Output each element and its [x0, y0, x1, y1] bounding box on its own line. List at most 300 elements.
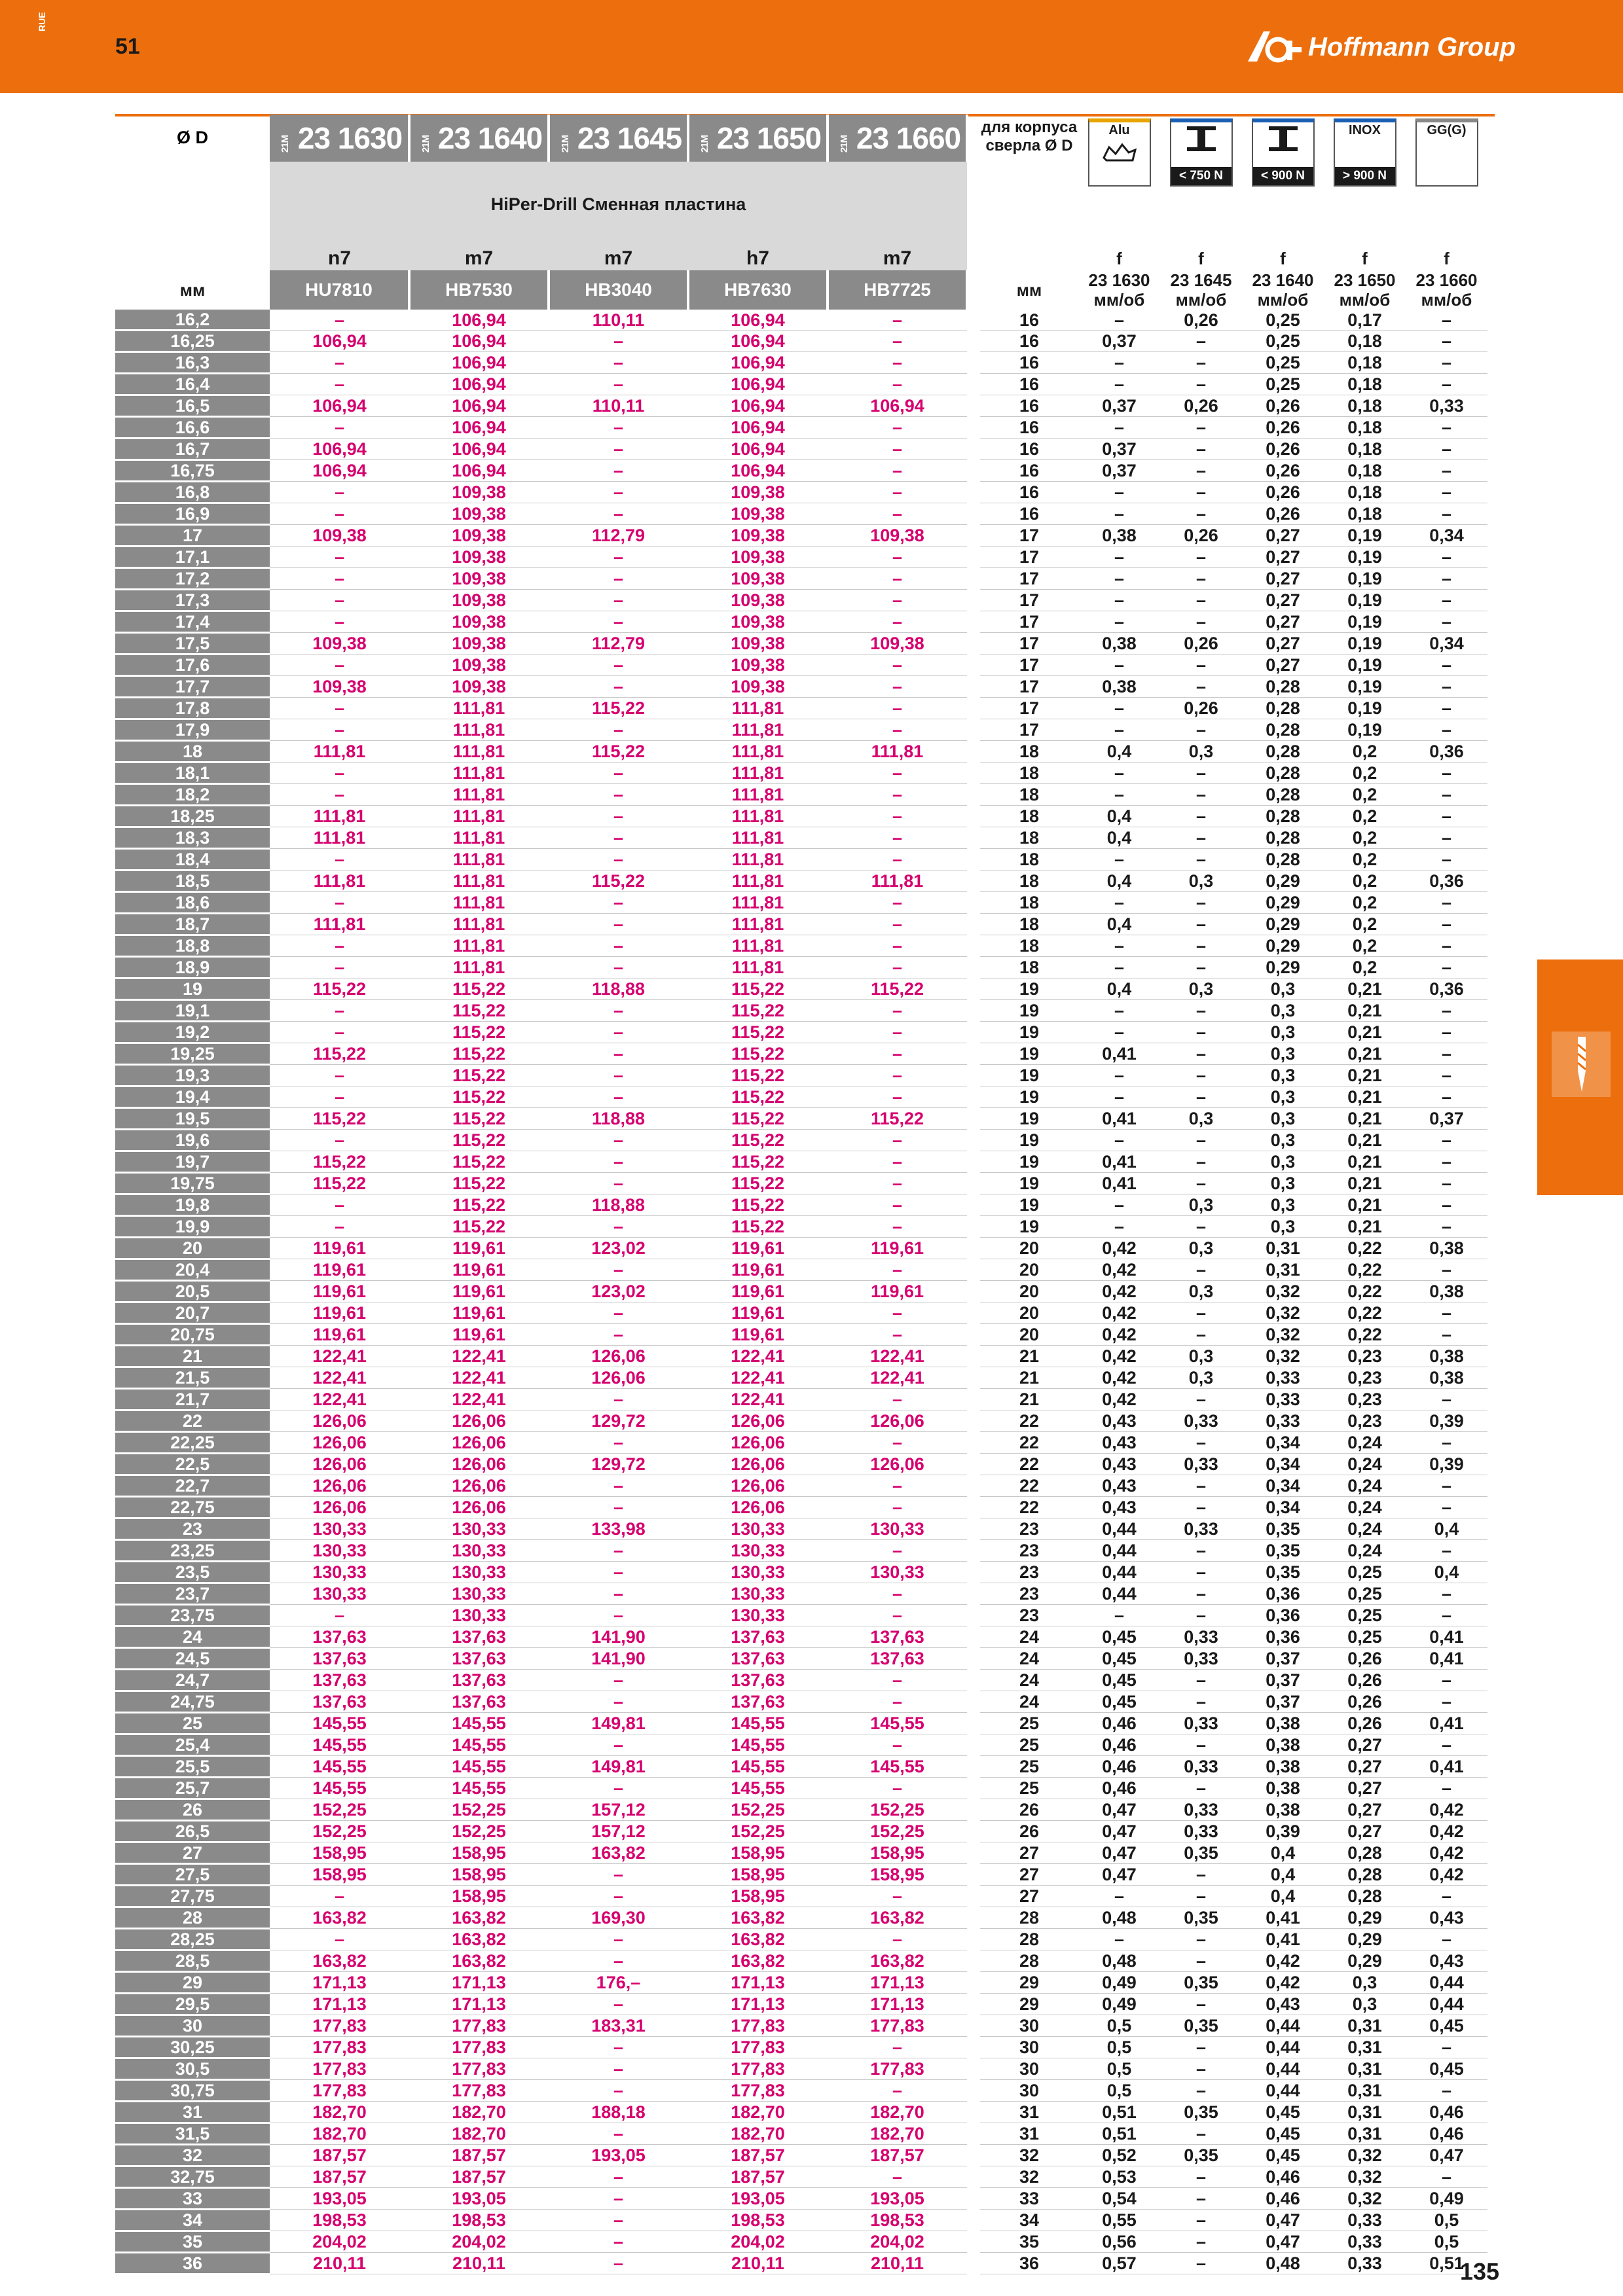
- price-cell: 111,81: [409, 957, 549, 978]
- feed-cell: 0,45: [1078, 1691, 1160, 1713]
- corps-diameter-cell: 23: [980, 1540, 1078, 1562]
- feed-cell: 0,3: [1160, 1238, 1242, 1259]
- price-cell: 115,22: [409, 1043, 549, 1065]
- feed-cell: –: [1160, 1475, 1242, 1497]
- price-cell: –: [549, 1994, 688, 2015]
- price-cell: 137,63: [270, 1648, 409, 1670]
- feed-cell: 0,41: [1406, 1756, 1487, 1778]
- feed-cell: 0,41: [1406, 1626, 1487, 1648]
- feed-cell: 0,46: [1078, 1756, 1160, 1778]
- feed-cell: 0,51: [1078, 2123, 1160, 2145]
- feed-cell: 0,3: [1242, 1216, 1324, 1238]
- diameter-cell: 25: [115, 1713, 270, 1734]
- feed-cell: 0,41: [1242, 1929, 1324, 1950]
- price-cell: 109,38: [688, 611, 828, 633]
- feed-cell: –: [1406, 1151, 1487, 1173]
- price-cell: 152,25: [828, 1821, 967, 1842]
- feed-cell: 0,33: [1242, 1410, 1324, 1432]
- price-cell: –: [828, 1173, 967, 1194]
- feed-cell: 0,21: [1324, 1173, 1406, 1194]
- feed-cell: 0,21: [1324, 1130, 1406, 1151]
- feed-cell: 0,5: [1078, 2058, 1160, 2080]
- corps-diameter-cell: 25: [980, 1756, 1078, 1778]
- diameter-cell: 27: [115, 1842, 270, 1864]
- price-cell: 158,95: [409, 1886, 549, 1907]
- diameter-cell: 16,4: [115, 374, 270, 395]
- price-cell: 122,41: [409, 1367, 549, 1389]
- price-cell: 109,38: [688, 633, 828, 655]
- price-cell: 137,63: [270, 1626, 409, 1648]
- feed-cell: 0,33: [1242, 1367, 1324, 1389]
- feed-cell: –: [1078, 352, 1160, 374]
- feed-cell: 0,26: [1160, 525, 1242, 547]
- logo-text: Hoffmann Group: [1308, 33, 1516, 62]
- price-cell: 183,31: [549, 2015, 688, 2037]
- diameter-cell: 23,5: [115, 1562, 270, 1583]
- feed-cell: 0,25: [1324, 1583, 1406, 1605]
- price-cell: 119,61: [688, 1281, 828, 1302]
- corps-diameter-cell: 25: [980, 1734, 1078, 1756]
- feed-cell: 0,47: [1078, 1821, 1160, 1842]
- diameter-cell: 25,7: [115, 1778, 270, 1799]
- price-cell: 119,61: [688, 1324, 828, 1346]
- feed-cell: –: [1078, 590, 1160, 611]
- price-cell: 109,38: [828, 633, 967, 655]
- feed-cell: 0,2: [1324, 784, 1406, 806]
- corps-diameter-cell: 21: [980, 1346, 1078, 1367]
- feed-cell: –: [1406, 352, 1487, 374]
- price-cell: 115,22: [688, 1022, 828, 1043]
- table-row: [115, 1518, 1487, 1540]
- table-row: [115, 568, 1487, 590]
- diameter-cell: 19,1: [115, 1000, 270, 1022]
- table-row: [115, 1907, 1487, 1929]
- table-row: [115, 1454, 1487, 1475]
- table-row: [115, 1000, 1487, 1022]
- feed-model: 23 1645 мм/об: [1170, 270, 1232, 310]
- diameter-cell: 19,9: [115, 1216, 270, 1238]
- price-cell: 177,83: [409, 2037, 549, 2058]
- feed-cell: 0,38: [1078, 676, 1160, 698]
- corps-diameter-cell: 19: [980, 1065, 1078, 1086]
- feed-cell: 0,47: [1078, 1864, 1160, 1886]
- feed-cell: 0,33: [1160, 1756, 1242, 1778]
- feed-cell: 0,28: [1324, 1842, 1406, 1864]
- price-cell: –: [828, 1929, 967, 1950]
- corps-diameter-cell: 26: [980, 1799, 1078, 1821]
- corps-unit: мм: [1016, 280, 1042, 300]
- price-cell: 130,33: [688, 1518, 828, 1540]
- corps-diameter-cell: 16: [980, 503, 1078, 525]
- diameter-cell: 19,4: [115, 1086, 270, 1108]
- price-cell: 119,61: [409, 1238, 549, 1259]
- price-cell: –: [828, 1540, 967, 1562]
- feed-cell: 0,25: [1324, 1605, 1406, 1626]
- feed-cell: –: [1160, 482, 1242, 503]
- feed-cell: 0,31: [1324, 2058, 1406, 2080]
- feed-cell: 0,33: [1324, 2253, 1406, 2274]
- feed-cell: –: [1078, 1000, 1160, 1022]
- price-cell: 111,81: [270, 914, 409, 935]
- feed-cell: –: [1160, 1086, 1242, 1108]
- price-cell: 111,81: [688, 892, 828, 914]
- feed-cell: –: [1078, 1065, 1160, 1086]
- price-cell: –: [549, 2037, 688, 2058]
- feed-cell: 0,4: [1242, 1842, 1324, 1864]
- diameter-cell: 30: [115, 2015, 270, 2037]
- price-cell: –: [549, 1562, 688, 1583]
- feed-cell: 0,46: [1078, 1734, 1160, 1756]
- feed-cell: –: [1406, 503, 1487, 525]
- feed-cell: –: [1160, 1583, 1242, 1605]
- feed-cell: 0,3: [1242, 1108, 1324, 1130]
- feed-cell: –: [1160, 1605, 1242, 1626]
- feed-cell: –: [1406, 806, 1487, 827]
- price-cell: 182,70: [688, 2102, 828, 2123]
- price-cell: 126,06: [688, 1475, 828, 1497]
- price-cell: –: [828, 2037, 967, 2058]
- feed-cell: –: [1160, 460, 1242, 482]
- table-row: [115, 957, 1487, 978]
- price-cell: –: [549, 1324, 688, 1346]
- feed-cell: 0,27: [1242, 655, 1324, 676]
- feed-cell: 0,38: [1242, 1734, 1324, 1756]
- table-row: [115, 2037, 1487, 2058]
- price-cell: 111,81: [270, 806, 409, 827]
- feed-cell: 0,4: [1242, 1864, 1324, 1886]
- price-cell: 111,81: [409, 892, 549, 914]
- price-cell: –: [549, 1670, 688, 1691]
- table-row: [115, 1734, 1487, 1756]
- feed-cell: 0,29: [1324, 1929, 1406, 1950]
- price-cell: 119,61: [270, 1302, 409, 1324]
- price-cell: –: [270, 611, 409, 633]
- section-tab: [1537, 960, 1623, 1195]
- price-cell: 109,38: [409, 633, 549, 655]
- diameter-unit: мм: [179, 280, 206, 300]
- corps-diameter-cell: 16: [980, 482, 1078, 503]
- diameter-cell: 19,7: [115, 1151, 270, 1173]
- price-cell: 152,25: [409, 1799, 549, 1821]
- table-row: [115, 2123, 1487, 2145]
- diameter-cell: 22,7: [115, 1475, 270, 1497]
- table-row: [115, 1475, 1487, 1497]
- price-cell: –: [549, 1950, 688, 1972]
- feed-cell: –: [1160, 957, 1242, 978]
- price-cell: –: [549, 676, 688, 698]
- feed-cell: –: [1406, 935, 1487, 957]
- corps-diameter-cell: 17: [980, 676, 1078, 698]
- feed-cell: 0,24: [1324, 1454, 1406, 1475]
- corps-diameter-cell: 27: [980, 1842, 1078, 1864]
- feed-cell: 0,44: [1406, 1994, 1487, 2015]
- table-row: [115, 633, 1487, 655]
- feed-cell: –: [1406, 1022, 1487, 1043]
- feed-cell: 0,45: [1406, 2058, 1487, 2080]
- feed-cell: 0,28: [1324, 1864, 1406, 1886]
- price-cell: 177,83: [688, 2037, 828, 2058]
- price-cell: 171,13: [270, 1994, 409, 2015]
- table-row: [115, 1842, 1487, 1864]
- table-row: [115, 1562, 1487, 1583]
- table-row: [115, 2145, 1487, 2166]
- diameter-cell: 17,8: [115, 698, 270, 719]
- feed-cell: –: [1160, 2080, 1242, 2102]
- table-row: [115, 2188, 1487, 2210]
- price-cell: 126,06: [409, 1475, 549, 1497]
- feed-cell: 0,2: [1324, 914, 1406, 935]
- price-cell: –: [549, 547, 688, 568]
- material-cast-iron: [1406, 115, 1487, 247]
- feed-cell: 0,42: [1406, 1842, 1487, 1864]
- feed-cell: 0,44: [1242, 2037, 1324, 2058]
- feed-cell: –: [1406, 827, 1487, 849]
- corps-diameter-cell: 31: [980, 2102, 1078, 2123]
- diameter-cell: 26,5: [115, 1821, 270, 1842]
- diameter-cell: 18,2: [115, 784, 270, 806]
- feed-cell: 0,19: [1324, 633, 1406, 655]
- price-cell: –: [270, 719, 409, 741]
- corps-diameter-cell: 19: [980, 1022, 1078, 1043]
- feed-cell: 0,5: [1078, 2080, 1160, 2102]
- feed-cell: 0,2: [1324, 870, 1406, 892]
- price-cell: 204,02: [409, 2231, 549, 2253]
- feed-cell: 0,5: [1078, 2015, 1160, 2037]
- diameter-cell: 22,75: [115, 1497, 270, 1518]
- price-cell: 141,90: [549, 1648, 688, 1670]
- language-code: RUE: [37, 12, 47, 31]
- diameter-cell: 17,4: [115, 611, 270, 633]
- price-cell: 111,81: [828, 870, 967, 892]
- price-cell: 171,13: [828, 1994, 967, 2015]
- feed-cell: 0,31: [1324, 2037, 1406, 2058]
- price-cell: 106,94: [270, 439, 409, 460]
- price-cell: –: [270, 957, 409, 978]
- diameter-cell: 20: [115, 1238, 270, 1259]
- price-cell: 119,61: [270, 1324, 409, 1346]
- price-cell: –: [828, 827, 967, 849]
- diameter-cell: 24,75: [115, 1691, 270, 1713]
- diameter-cell: 17,5: [115, 633, 270, 655]
- price-cell: 145,55: [688, 1778, 828, 1799]
- price-cell: 115,22: [828, 978, 967, 1000]
- price-cell: 111,81: [409, 762, 549, 784]
- feed-cell: –: [1406, 676, 1487, 698]
- price-cell: 126,06: [270, 1432, 409, 1454]
- corps-diameter-cell: 22: [980, 1454, 1078, 1475]
- price-cell: –: [549, 2188, 688, 2210]
- price-cell: –: [549, 914, 688, 935]
- price-cell: 115,22: [270, 978, 409, 1000]
- feed-cell: 0,3: [1242, 1173, 1324, 1194]
- feed-cell: 0,35: [1160, 2102, 1242, 2123]
- feed-cell: 0,3: [1242, 1000, 1324, 1022]
- price-cell: 122,41: [688, 1367, 828, 1389]
- price-cell: 171,13: [688, 1994, 828, 2015]
- price-cell: 130,33: [828, 1518, 967, 1540]
- feed-cell: 0,41: [1078, 1108, 1160, 1130]
- price-cell: 106,94: [270, 331, 409, 352]
- price-cell: 145,55: [688, 1734, 828, 1756]
- table-row: [115, 460, 1487, 482]
- feed-cell: 0,37: [1078, 331, 1160, 352]
- diameter-cell: 22: [115, 1410, 270, 1432]
- price-cell: 163,82: [270, 1950, 409, 1972]
- diameter-cell: 18,7: [115, 914, 270, 935]
- feed-cell: –: [1406, 1194, 1487, 1216]
- diameter-cell: 17,9: [115, 719, 270, 741]
- feed-cell: 0,49: [1078, 1994, 1160, 2015]
- feed-cell: 0,28: [1242, 849, 1324, 870]
- price-cell: –: [828, 1475, 967, 1497]
- price-cell: –: [828, 1734, 967, 1756]
- price-cell: 152,25: [270, 1799, 409, 1821]
- corps-diameter-cell: 19: [980, 1086, 1078, 1108]
- corps-diameter-cell: 24: [980, 1670, 1078, 1691]
- table-row: [115, 1713, 1487, 1734]
- feed-cell: 0,29: [1242, 870, 1324, 892]
- diameter-cell: 27,5: [115, 1864, 270, 1886]
- feed-cell: –: [1160, 1778, 1242, 1799]
- feed-cell: 0,31: [1242, 1259, 1324, 1281]
- table-row: [115, 2253, 1487, 2274]
- feed-cell: 0,41: [1078, 1043, 1160, 1065]
- price-cell: 111,81: [688, 957, 828, 978]
- price-cell: –: [828, 1000, 967, 1022]
- diameter-cell: 16,5: [115, 395, 270, 417]
- feed-cell: 0,57: [1078, 2253, 1160, 2274]
- feed-cell: 0,35: [1160, 1842, 1242, 1864]
- diameter-cell: 22,25: [115, 1432, 270, 1454]
- diameter-cell: 18,6: [115, 892, 270, 914]
- corps-diameter-cell: 18: [980, 827, 1078, 849]
- tolerance: m7: [409, 247, 549, 270]
- table-row: [115, 503, 1487, 525]
- table-row: [115, 1108, 1487, 1130]
- price-cell: 109,38: [828, 525, 967, 547]
- feed-symbol: f: [1444, 249, 1450, 268]
- price-cell: –: [549, 1000, 688, 1022]
- feed-cell: –: [1078, 784, 1160, 806]
- feed-cell: 0,4: [1078, 806, 1160, 827]
- price-cell: 130,33: [688, 1605, 828, 1626]
- price-cell: –: [549, 1216, 688, 1238]
- corps-diameter-cell: 30: [980, 2015, 1078, 2037]
- feed-cell: 0,3: [1242, 1194, 1324, 1216]
- feed-cell: 0,31: [1324, 2015, 1406, 2037]
- feed-cell: 0,21: [1324, 1000, 1406, 1022]
- cast-iron-icon: GG(G): [1427, 123, 1467, 137]
- table-row: [115, 2231, 1487, 2253]
- table-row: [115, 1410, 1487, 1432]
- feed-cell: 0,22: [1324, 1302, 1406, 1324]
- corps-diameter-cell: 23: [980, 1562, 1078, 1583]
- price-cell: 177,83: [270, 2080, 409, 2102]
- feed-cell: 0,3: [1242, 1151, 1324, 1173]
- feed-cell: 0,52: [1078, 2145, 1160, 2166]
- feed-cell: 0,36: [1406, 741, 1487, 762]
- feed-cell: 0,38: [1078, 525, 1160, 547]
- feed-cell: 0,26: [1160, 698, 1242, 719]
- feed-cell: 0,3: [1160, 1367, 1242, 1389]
- price-cell: 137,63: [270, 1670, 409, 1691]
- price-cell: 188,18: [549, 2102, 688, 2123]
- price-cell: 163,82: [688, 1950, 828, 1972]
- feed-cell: 0,43: [1406, 1907, 1487, 1929]
- price-cell: –: [270, 310, 409, 331]
- price-cell: –: [270, 568, 409, 590]
- price-cell: –: [549, 331, 688, 352]
- corps-diameter-cell: 19: [980, 1194, 1078, 1216]
- price-cell: –: [828, 547, 967, 568]
- price-cell: 111,81: [688, 849, 828, 870]
- price-cell: –: [549, 482, 688, 503]
- diameter-cell: 19,2: [115, 1022, 270, 1043]
- feed-cell: 0,19: [1324, 590, 1406, 611]
- price-cell: 106,94: [409, 331, 549, 352]
- price-cell: –: [549, 827, 688, 849]
- feed-cell: –: [1160, 417, 1242, 439]
- feed-cell: 0,2: [1324, 741, 1406, 762]
- price-cell: 111,81: [688, 827, 828, 849]
- price-cell: 130,33: [409, 1562, 549, 1583]
- feed-cell: 0,41: [1078, 1173, 1160, 1194]
- feed-cell: –: [1078, 1194, 1160, 1216]
- model-header: 21M 23 1640: [409, 115, 549, 162]
- price-cell: 126,06: [549, 1367, 688, 1389]
- feed-cell: 0,37: [1078, 439, 1160, 460]
- diameter-cell: 23,25: [115, 1540, 270, 1562]
- price-cell: 115,22: [549, 741, 688, 762]
- price-cell: 115,22: [409, 1086, 549, 1108]
- diameter-cell: 19,75: [115, 1173, 270, 1194]
- table-row: [115, 1821, 1487, 1842]
- diameter-cell: 16,75: [115, 460, 270, 482]
- price-cell: 118,88: [549, 978, 688, 1000]
- corps-diameter-cell: 35: [980, 2231, 1078, 2253]
- price-cell: 137,63: [409, 1691, 549, 1713]
- feed-cell: 0,27: [1242, 568, 1324, 590]
- corps-diameter-cell: 23: [980, 1605, 1078, 1626]
- feed-cell: –: [1406, 914, 1487, 935]
- price-cell: 109,38: [270, 633, 409, 655]
- price-cell: –: [549, 784, 688, 806]
- price-cell: –: [828, 784, 967, 806]
- price-cell: –: [828, 310, 967, 331]
- corps-diameter-cell: 26: [980, 1821, 1078, 1842]
- price-cell: –: [549, 1130, 688, 1151]
- feed-cell: –: [1160, 914, 1242, 935]
- feed-cell: –: [1406, 1497, 1487, 1518]
- feed-cell: 0,33: [1160, 1799, 1242, 1821]
- feed-cell: –: [1078, 698, 1160, 719]
- corps-diameter-cell: 36: [980, 2253, 1078, 2274]
- table-row: [115, 439, 1487, 460]
- feed-cell: 0,41: [1242, 1907, 1324, 1929]
- table-row: [115, 2058, 1487, 2080]
- feed-cell: –: [1160, 1540, 1242, 1562]
- feed-cell: –: [1406, 2166, 1487, 2188]
- feed-cell: –: [1406, 1583, 1487, 1605]
- price-cell: –: [828, 352, 967, 374]
- price-cell: 198,53: [270, 2210, 409, 2231]
- price-cell: –: [549, 1389, 688, 1410]
- feed-cell: 0,42: [1406, 1821, 1487, 1842]
- feed-cell: 0,47: [1078, 1799, 1160, 1821]
- price-cell: 182,70: [270, 2123, 409, 2145]
- feed-cell: 0,44: [1242, 2058, 1324, 2080]
- price-cell: 109,38: [688, 590, 828, 611]
